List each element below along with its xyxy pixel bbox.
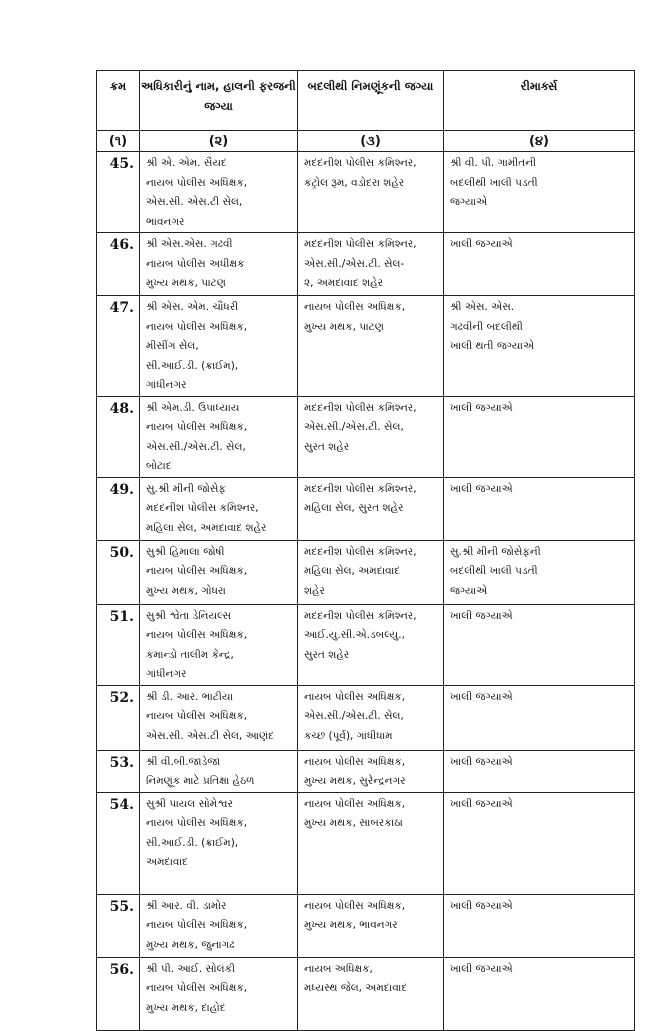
officer-cell: શ્રી એ. એમ. સૈયદ નાયબ પોલીસ અધિક્ષક, એસ.સી. એસ.ટી સેલ, ભાવનગર <box>140 152 298 233</box>
serial-number: 53. <box>97 750 140 792</box>
remarks-cell: ખાલી જગ્યાએ <box>444 750 635 792</box>
serial-number: 47. <box>97 296 140 397</box>
serial-number: 56. <box>97 957 140 1030</box>
header-remarks: રીમાર્ક્સ <box>444 71 635 131</box>
officer-cell: શ્રી વી.બી.જાડેજા નિમણૂંક માટે પ્રતિક્ષા હેઠળ <box>140 750 298 792</box>
posting-cell: મદદનીશ પોલીસ કમિશ્નર, એસ.સી./એસ.ટી. સેલ- ૨, અમદાવાદ શહેર <box>298 233 444 296</box>
table-row <box>97 604 635 685</box>
serial-number: 48. <box>97 396 140 477</box>
serial-number: 49. <box>97 477 140 540</box>
column-number: (૩) <box>298 131 444 152</box>
remarks-cell: શ્રી એસ. એસ. ગઢવીની બદલીથી ખાલી થતી જગ્યાએ <box>444 296 635 397</box>
posting-cell: મદદનીશ પોલીસ કમિશ્નર, આઈ.યુ.સી.એ.ડબલ્યુ., સુરત શહેર <box>298 604 444 685</box>
serial-number: 45. <box>97 152 140 233</box>
column-number: (૨) <box>140 131 298 152</box>
header-row <box>97 71 635 131</box>
officer-cell: સુ.શ્રી મીની જોસેફ મદદનીશ પોલીસ કમિશ્નર, મહિલા સેલ, અમદાવાદ શહેર <box>140 477 298 540</box>
posting-cell: મદદનીશ પોલીસ કમિશ્નર, મહિલા સેલ, અમદાવાદ શહેર <box>298 540 444 604</box>
remarks-cell: સુ.શ્રી મીની જોસેફની બદલીથી ખાલી પડતી જગ્યાએ <box>444 540 635 604</box>
remarks-cell: ખાલી જગ્યાએ <box>444 233 635 296</box>
posting-cell: મદદનીશ પોલીસ કમિશ્નર, એસ.સી./એસ.ટી. સેલ, સુરત શહેર <box>298 396 444 477</box>
officer-cell: શ્રી પી. આઈ. સોલંકી નાયબ પોલીસ અધિક્ષક, મુખ્ય મથક, દાહોદ <box>140 957 298 1030</box>
serial-number: 46. <box>97 233 140 296</box>
header-serial: ક્રમ <box>97 71 140 131</box>
transfer-table <box>96 70 635 1031</box>
serial-number: 51. <box>97 604 140 685</box>
posting-cell: નાયબ અધિક્ષક, મધ્યસ્થ જેલ, અમદાવાદ <box>298 957 444 1030</box>
officer-cell: શ્રી એસ.એસ. ગઢવી નાયબ પોલીસ અધીક્ષક મુખ્ય મથક, પાટણ <box>140 233 298 296</box>
serial-number: 54. <box>97 792 140 894</box>
officer-cell: સુશ્રી શ્વેતા ડેનિયલ્સ નાયબ પોલીસ અધિક્ષક, કમાન્ડો તાલીમ કેન્દ્ર, ગાંધીનગર <box>140 604 298 685</box>
posting-cell: નાયબ પોલીસ અધિક્ષક, મુખ્ય મથક, પાટણ <box>298 296 444 397</box>
remarks-cell: ખાલી જગ્યાએ <box>444 894 635 957</box>
table-row <box>97 477 635 540</box>
table-row <box>97 957 635 1030</box>
officer-cell: શ્રી એમ.ડી. ઉપાધ્યાય નાયબ પોલીસ અધિક્ષક, એસ.સી./એસ.ટી. સેલ, બોટાદ <box>140 396 298 477</box>
officer-cell: શ્રી ડી. આર. ભાટીયા નાયબ પોલીસ અધિક્ષક, એસ.સી. એસ.ટી સેલ, આણંદ <box>140 685 298 750</box>
remarks-cell: ખાલી જગ્યાએ <box>444 957 635 1030</box>
officer-cell: સુશ્રી હિમાલા જોષી નાયબ પોલીસ અધિક્ષક, મુખ્ય મથક, ગોધરા <box>140 540 298 604</box>
table-row <box>97 750 635 792</box>
column-number: (૪) <box>444 131 635 152</box>
officer-cell: સુશ્રી પાયલ સોમેશ્વર નાયબ પોલીસ અધિક્ષક, સી.આઈ.ડી. (ક્રાઈમ), અમદાવાદ <box>140 792 298 894</box>
table-row <box>97 540 635 604</box>
posting-cell: નાયબ પોલીસ અધિક્ષક, મુખ્ય મથક, સુરેન્દ્રનગર <box>298 750 444 792</box>
posting-cell: નાયબ પોલીસ અધિક્ષક, એસ.સી./એસ.ટી. સેલ, કચ્છ (પૂર્વ), ગાંધીધામ <box>298 685 444 750</box>
column-number: (૧) <box>97 131 140 152</box>
remarks-cell: ખાલી જગ્યાએ <box>444 396 635 477</box>
posting-cell: નાયબ પોલીસ અધિક્ષક, મુખ્ય મથક, ભાવનગર <box>298 894 444 957</box>
officer-cell: શ્રી આર. વી. ડામોર નાયબ પોલીસ અધિક્ષક, મુખ્ય મથક, જુનાગઢ <box>140 894 298 957</box>
serial-number: 50. <box>97 540 140 604</box>
posting-cell: નાયબ પોલીસ અધિક્ષક, મુખ્ય મથક, સાબરકાંઠા <box>298 792 444 894</box>
remarks-cell: ખાલી જગ્યાએ <box>444 477 635 540</box>
serial-number: 52. <box>97 685 140 750</box>
remarks-cell: ખાલી જગ્યાએ <box>444 604 635 685</box>
header-officer: અધિકારીનું નામ, હાલની ફરજની જગ્યા <box>140 71 298 131</box>
header-posting: બદલીથી નિમણૂંકની જગ્યા <box>298 71 444 131</box>
posting-cell: મદદનીશ પોલીસ કમિશ્નર, કંટ્રોલ રૂમ, વડોદરા શહેર <box>298 152 444 233</box>
remarks-cell: શ્રી વી. પી. ગામીતની બદલીથી ખાલી પડતી જગ્યાએ <box>444 152 635 233</box>
table-row <box>97 792 635 894</box>
table-row <box>97 685 635 750</box>
table-row <box>97 152 635 233</box>
table-row <box>97 396 635 477</box>
table-row <box>97 233 635 296</box>
posting-cell: મદદનીશ પોલીસ કમિશ્નર, મહિલા સેલ, સુરત શહેર <box>298 477 444 540</box>
table-row <box>97 894 635 957</box>
officer-cell: શ્રી એસ. એમ. ચૌધરી નાયબ પોલીસ અધિક્ષક, મીસીંગ સેલ, સી.આઈ.ડી. (ક્રાઈમ), ગાંધીનગર <box>140 296 298 397</box>
transfer-order-document <box>96 70 634 1031</box>
remarks-cell: ખાલી જગ્યાએ <box>444 792 635 894</box>
remarks-cell: ખાલી જગ્યાએ <box>444 685 635 750</box>
serial-number: 55. <box>97 894 140 957</box>
table-row <box>97 296 635 397</box>
column-number-row <box>97 131 635 152</box>
